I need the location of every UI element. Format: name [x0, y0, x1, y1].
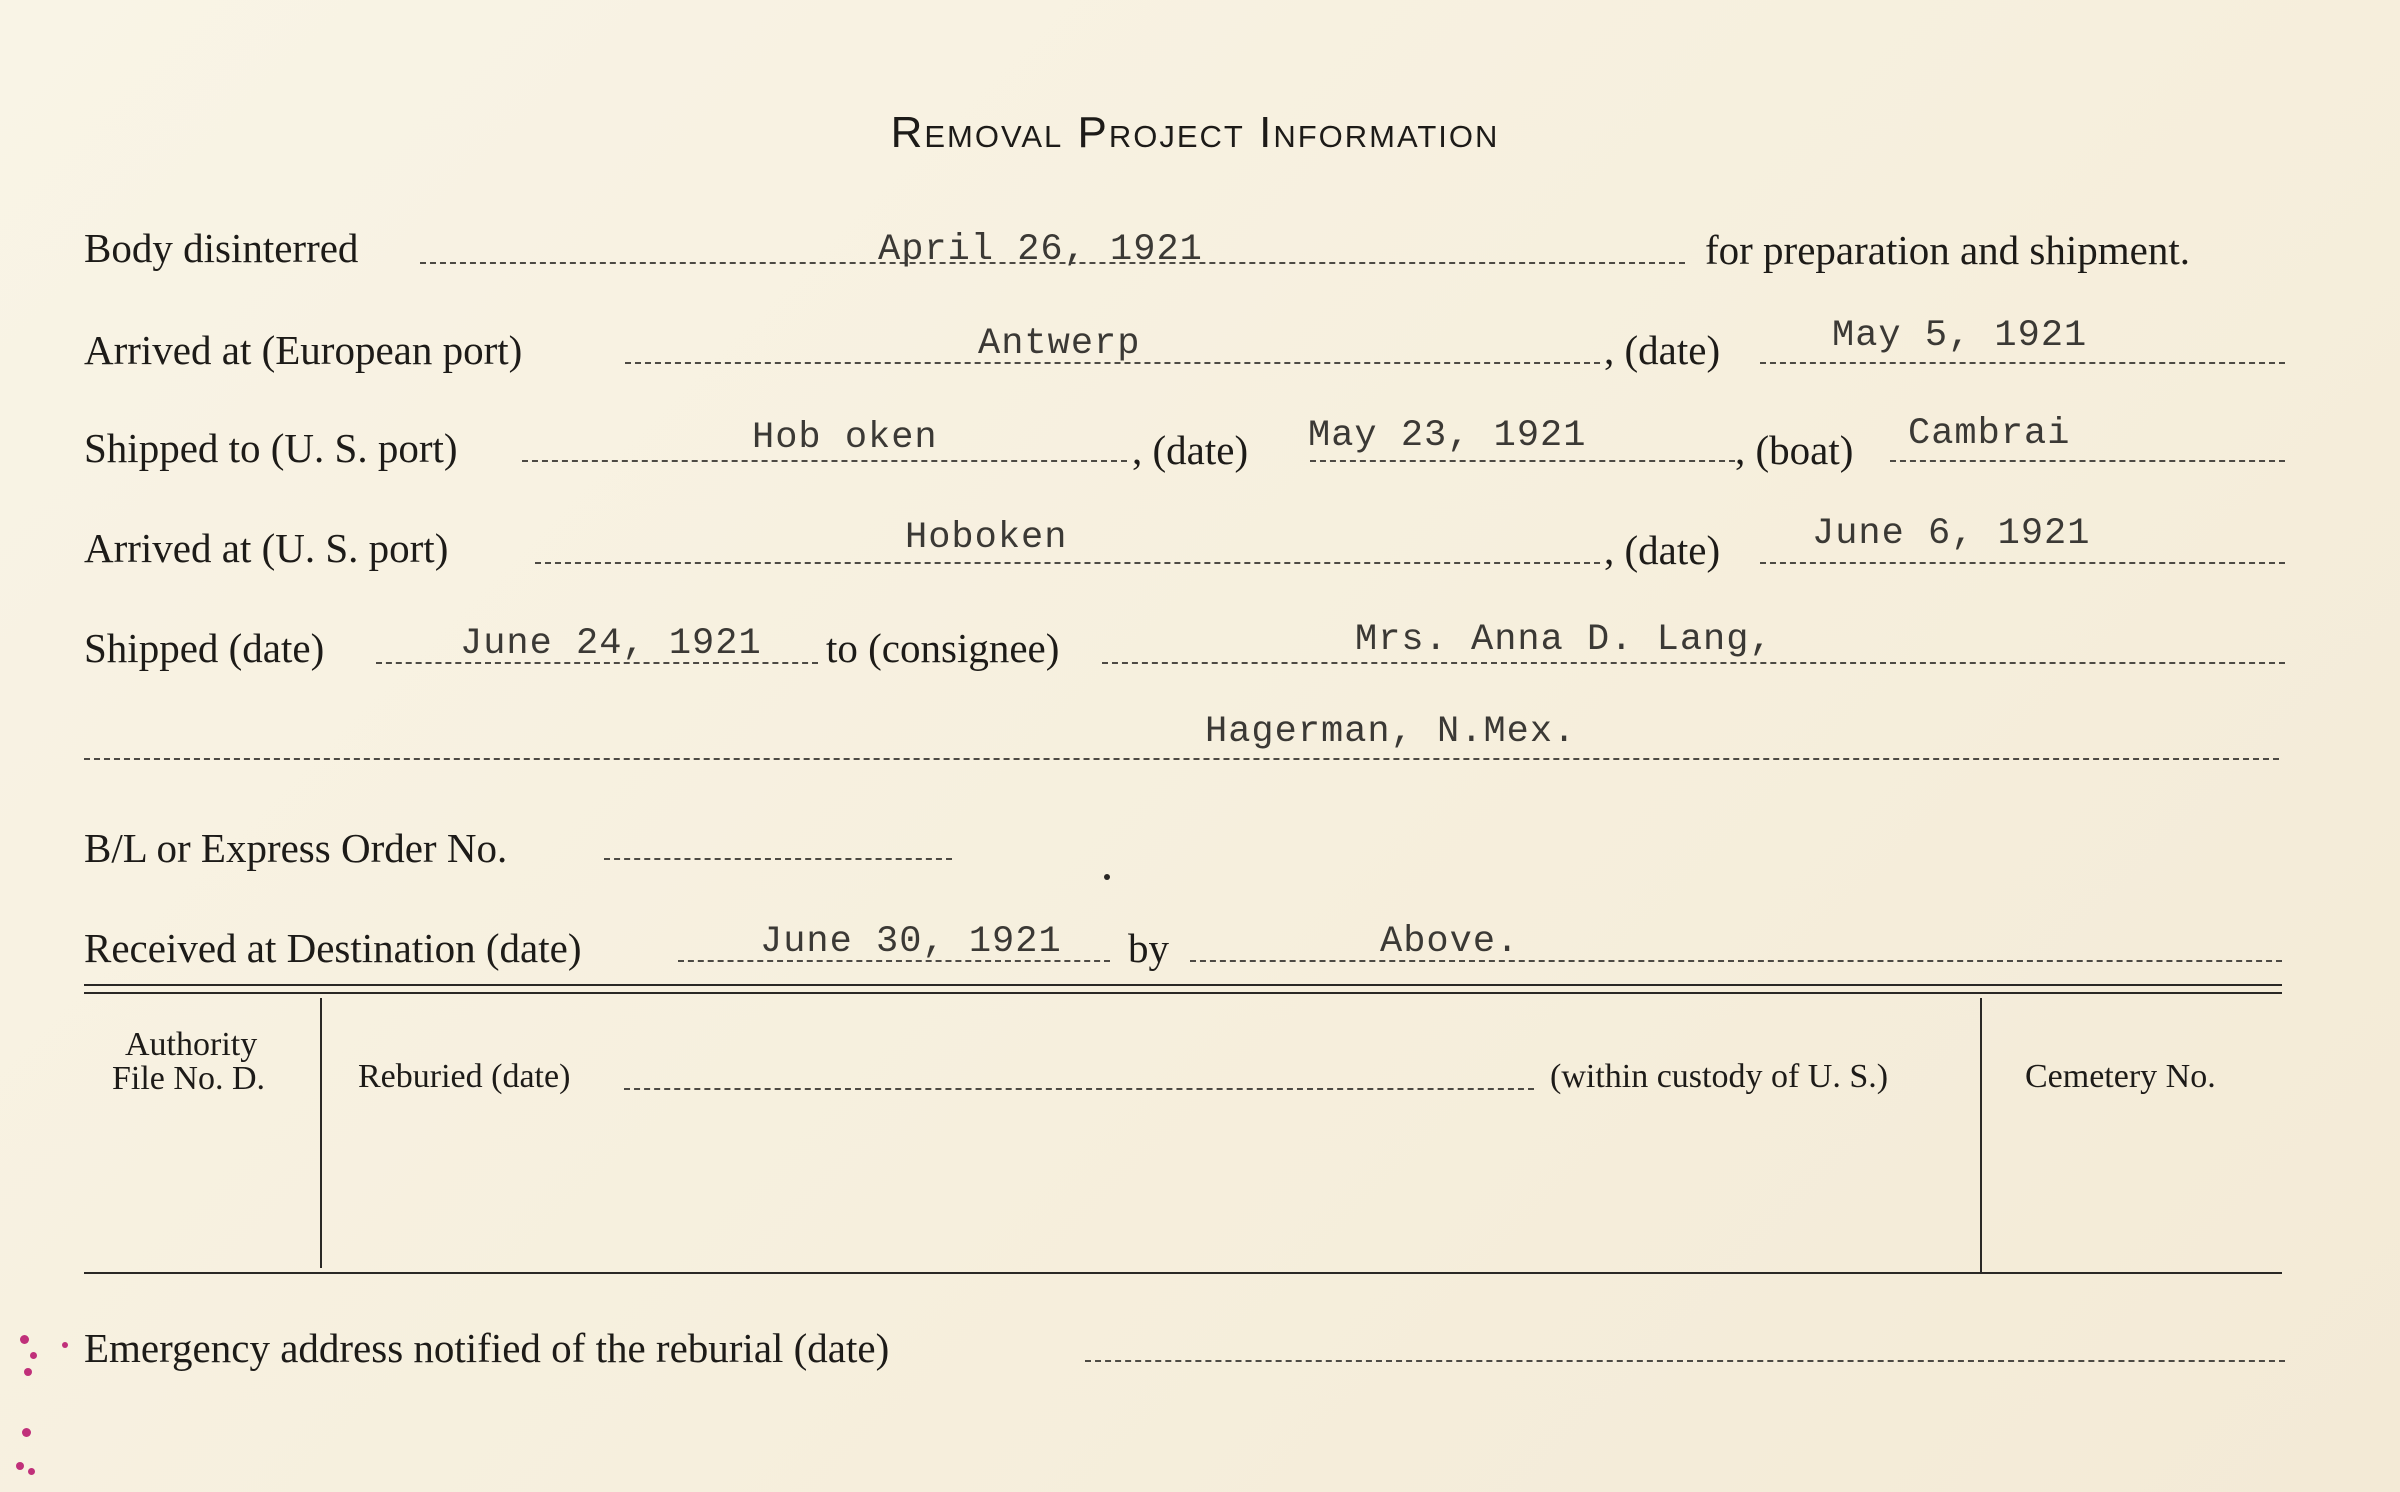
by-label: by	[1128, 925, 1169, 971]
emergency-label: Emergency address notified of the reburial (date)	[84, 1325, 890, 1371]
consignee-name-value[interactable]: Mrs. Anna D. Lang,	[1355, 619, 1773, 661]
consignee-address-value[interactable]: Hagerman, N.Mex.	[1205, 711, 1577, 753]
stamp-mark	[22, 1428, 31, 1437]
european-arrival-date-value[interactable]: May 5, 1921	[1832, 315, 2088, 357]
body-disinterred-suffix: for preparation and shipment.	[1705, 227, 2191, 273]
received-by-value[interactable]: Above.	[1380, 921, 1520, 963]
boat-value[interactable]: Cambrai	[1908, 413, 2071, 455]
arrived-european-label: Arrived at (European port)	[84, 327, 523, 373]
disinterred-date-value[interactable]: April 26, 1921	[878, 229, 1203, 271]
shipped-date-label: , (date)	[1132, 427, 1249, 473]
table-divider-right	[1980, 998, 1982, 1273]
table-bottom-rule	[84, 1272, 2282, 1274]
shipped-date-label-main: Shipped (date)	[84, 625, 325, 671]
us-arrival-date-label: , (date)	[1604, 527, 1721, 573]
european-port-value[interactable]: Antwerp	[978, 323, 1141, 365]
boat-line	[1890, 460, 2285, 462]
shipped-date-value[interactable]: June 24, 1921	[460, 623, 762, 665]
authority-label-1: Authority	[125, 1026, 258, 1063]
us-shipped-date-value[interactable]: May 23, 1921	[1308, 415, 1587, 457]
form-title: Removal Project Information	[890, 108, 1500, 157]
stamp-mark	[30, 1352, 37, 1359]
shipped-us-label: Shipped to (U. S. port)	[84, 425, 458, 471]
received-by-line	[1190, 960, 2282, 962]
table-top-rule	[84, 984, 2282, 986]
stamp-mark	[20, 1335, 29, 1344]
body-disinterred-label: Body disinterred	[84, 225, 359, 271]
authority-label-2: File No. D.	[112, 1060, 265, 1097]
bl-line	[604, 858, 952, 860]
us-port-arrived-line	[535, 562, 1600, 564]
ink-dot	[1104, 874, 1110, 880]
us-arrival-date-value[interactable]: June 6, 1921	[1812, 513, 2091, 555]
us-port-shipped-line	[522, 460, 1127, 462]
table-top-rule-2	[84, 992, 2282, 994]
emergency-line	[1085, 1360, 2285, 1362]
european-date-label: , (date)	[1604, 327, 1721, 373]
us-arrival-date-line	[1760, 562, 2285, 564]
cemetery-label: Cemetery No.	[2025, 1058, 2216, 1095]
arrived-us-label: Arrived at (U. S. port)	[84, 525, 449, 571]
consignee-label: to (consignee)	[826, 625, 1060, 671]
stamp-mark	[24, 1368, 32, 1376]
stamp-mark	[16, 1462, 24, 1470]
consignee-address-line	[84, 758, 2279, 760]
reburied-label: Reburied (date)	[358, 1058, 571, 1095]
boat-label: , (boat)	[1735, 427, 1854, 473]
reburied-line	[624, 1088, 1534, 1090]
stamp-mark	[28, 1468, 35, 1475]
us-shipped-date-line	[1310, 460, 1735, 462]
table-divider-left	[320, 998, 322, 1268]
received-date-value[interactable]: June 30, 1921	[760, 921, 1062, 963]
received-label: Received at Destination (date)	[84, 925, 582, 971]
us-port-arrived-value[interactable]: Hoboken	[905, 517, 1068, 559]
custody-label: (within custody of U. S.)	[1550, 1058, 1889, 1095]
european-date-line	[1760, 362, 2285, 364]
bl-label: B/L or Express Order No.	[84, 825, 508, 871]
consignee-line	[1102, 662, 2285, 664]
stamp-mark	[62, 1342, 68, 1348]
us-port-shipped-value[interactable]: Hob oken	[752, 417, 938, 459]
